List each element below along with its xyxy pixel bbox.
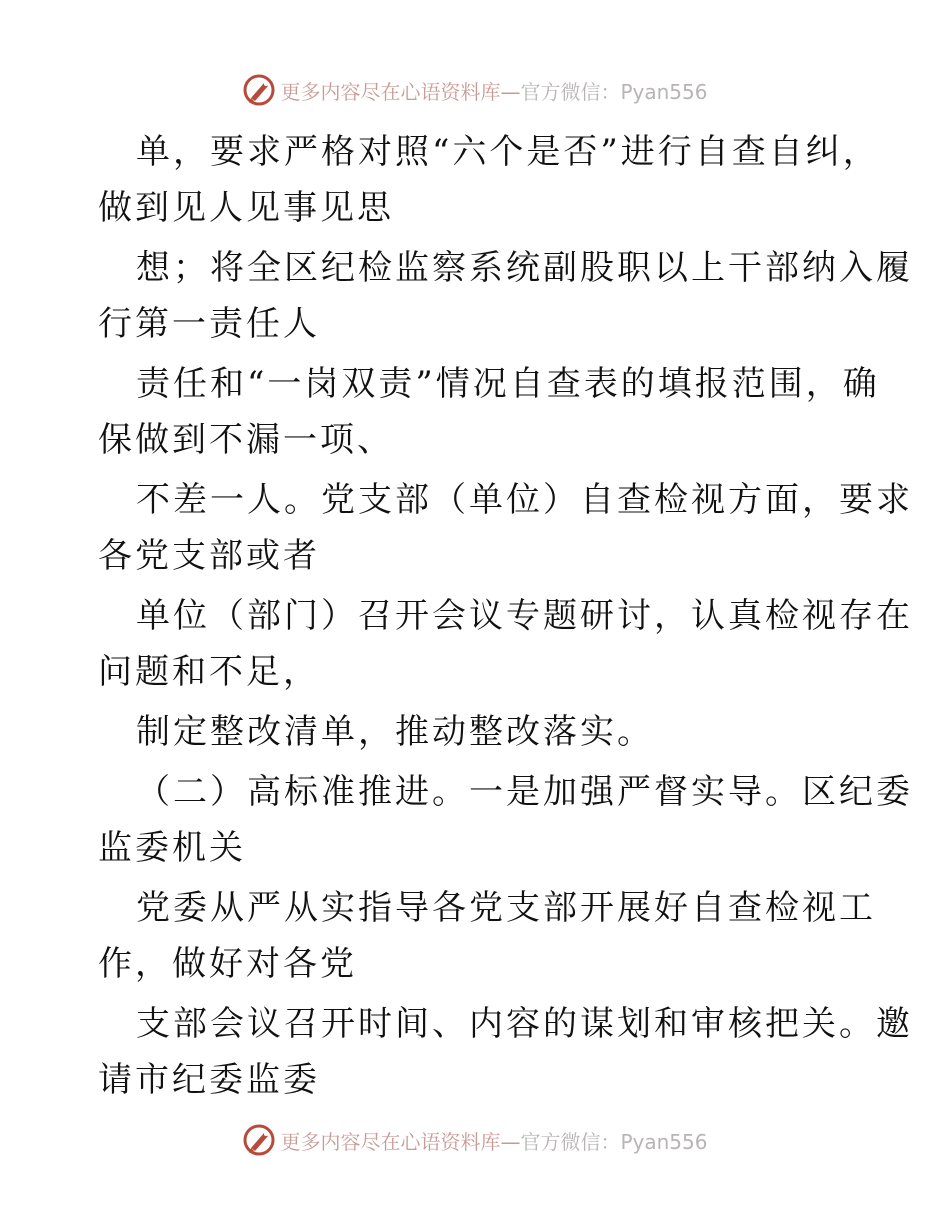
paragraph-line: 责任和“一岗双责”情况自查表的填报范围，确 [136,364,880,404]
paragraph [98,240,913,352]
paragraph-line: 行第一责任人 [98,304,320,344]
paragraph-line: 做到见人见事见思 [98,188,394,228]
header-watermark-main: 更多内容尽在心语资料库 [280,79,501,104]
paragraph-line: 保做到不漏一项、 [98,420,394,460]
paragraph-line: 单，要求严格对照“六个是否”进行自查自纠， [136,132,880,172]
paragraph-line: 作，做好对各党 [98,944,357,984]
header-watermark [0,70,950,110]
paragraph-line: 党委从严从实指导各党支部开展好自查检视工 [136,888,876,928]
paragraph [98,588,913,700]
paragraph-line: 各党支部或者 [98,536,320,576]
footer-watermark-wechat: 官方微信：Pyan556 [520,1129,708,1154]
paragraph [98,472,913,584]
paragraph-line: （二）高标准推进。一是加强严督实导。区纪委 [136,772,913,812]
paragraph [98,996,913,1108]
paragraph-line: 单位（部门）召开会议专题研讨，认真检视存在 [136,596,913,636]
paragraph [98,356,880,468]
paragraph [98,764,913,876]
header-watermark-wechat: 官方微信：Pyan556 [520,79,708,104]
paragraph-line: 不差一人。党支部（单位）自查检视方面，要求 [136,480,913,520]
paragraph-line: 支部会议召开时间、内容的谋划和审核把关。邀 [136,1004,913,1044]
header-watermark-dash: — [500,79,521,104]
pen-logo-icon [242,73,276,107]
footer-watermark-main: 更多内容尽在心语资料库 [280,1129,501,1154]
paragraph-line: 请市纪委监委 [98,1060,320,1100]
paragraph-line: 想；将全区纪检监察系统副股职以上干部纳入履 [136,248,913,288]
paragraph [98,124,880,236]
pen-logo-icon [242,1123,276,1157]
paragraph [98,880,876,992]
footer-watermark-text [280,1126,707,1155]
paragraph-line: 问题和不足， [98,652,320,692]
paragraph-line: 监委机关 [98,828,246,868]
footer-watermark-dash: — [500,1129,521,1154]
document-body [98,124,913,1108]
footer-watermark [0,1120,950,1160]
header-watermark-text [280,76,707,105]
paragraph [98,704,858,760]
paragraph-line: 制定整改清单，推动整改落实。 [136,712,654,752]
